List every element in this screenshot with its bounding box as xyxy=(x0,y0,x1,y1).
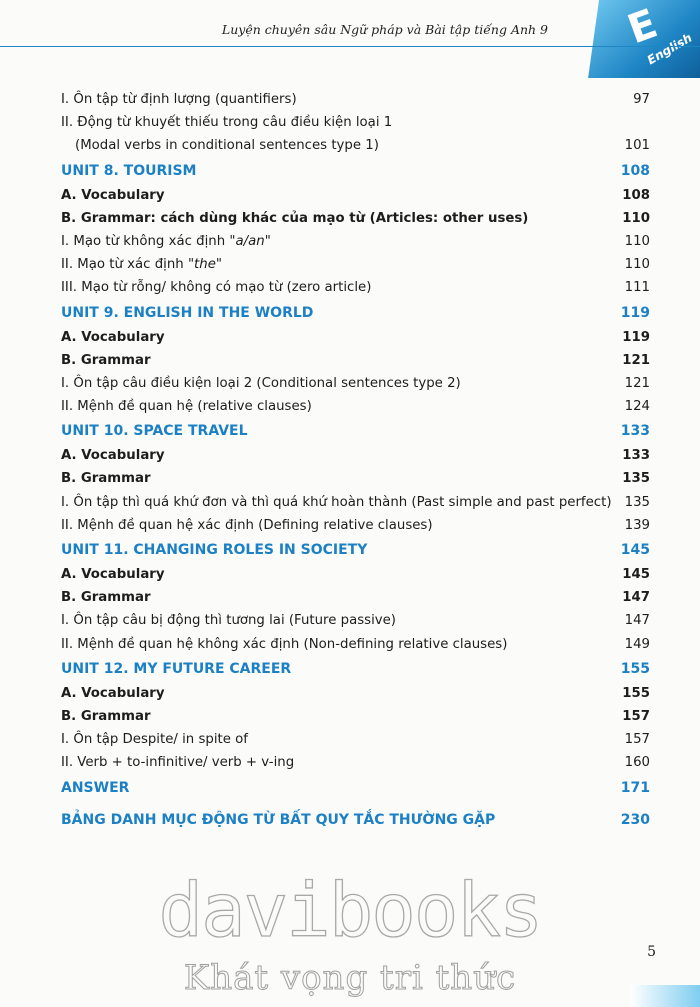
toc-entry xyxy=(61,444,650,467)
toc-entry-title: A. Vocabulary xyxy=(61,567,165,582)
toc-entry xyxy=(61,395,650,418)
toc-entry-title: II. Mệnh đề quan hệ (relative clauses) xyxy=(61,399,312,415)
toc-entry-page: 119 xyxy=(620,304,650,321)
toc-entry xyxy=(61,751,650,774)
toc-entry xyxy=(61,609,650,632)
toc-entry-title: BẢNG DANH MỤC ĐỘNG TỪ BẤT QUY TẮC THƯỜNG GẶP xyxy=(61,811,496,828)
toc-entry-title: I. Mạo từ không xác định "a/an" xyxy=(61,233,271,249)
toc-entry-title: I. Ôn tập từ định lượng (quantifiers) xyxy=(61,92,297,107)
toc-entry xyxy=(61,88,650,111)
toc-entry-title: B. Grammar xyxy=(61,708,151,724)
toc-entry-page: 135 xyxy=(622,471,650,487)
toc-entry-title: II. Mệnh đề quan hệ xác định (Defining relative clauses) xyxy=(61,517,433,533)
toc-entry-page: 139 xyxy=(624,517,650,533)
watermark-logo: davibooks xyxy=(158,868,542,954)
toc-entry-page: 121 xyxy=(624,375,650,391)
toc-entry-page: 145 xyxy=(620,542,650,558)
toc-entry-page: 121 xyxy=(622,352,650,368)
toc-entry-title: (Modal verbs in conditional sentences type 1) xyxy=(75,138,379,154)
toc-entry-page: 160 xyxy=(624,755,650,771)
book-title: Luyện chuyên sâu Ngữ pháp và Bài tập tiếng Anh 9 xyxy=(221,22,548,37)
toc-entry xyxy=(61,705,650,728)
toc-entry xyxy=(61,514,650,537)
toc-entry-page: 157 xyxy=(624,732,650,748)
toc-entry-page: 119 xyxy=(622,329,650,345)
toc-entry-title: B. Grammar xyxy=(61,471,151,487)
toc-entry-page: 111 xyxy=(624,280,650,296)
toc-entry-page: 230 xyxy=(620,811,650,828)
toc-entry-page: 135 xyxy=(624,494,650,510)
toc-entry-page: 157 xyxy=(622,708,650,724)
toc-entry-title: B. Grammar xyxy=(61,352,151,368)
toc-entry xyxy=(61,586,650,609)
toc-entry-page: 110 xyxy=(624,233,650,249)
toc-entry-page: 171 xyxy=(620,779,650,796)
toc-unit-heading xyxy=(61,775,650,801)
toc-entry-page: 124 xyxy=(624,399,650,415)
toc-entry-page: 108 xyxy=(620,162,650,179)
toc-entry xyxy=(61,349,650,372)
toc-entry-title: A. Vocabulary xyxy=(61,187,165,203)
toc-entry-page: 149 xyxy=(624,636,650,652)
toc-entry xyxy=(61,184,650,207)
toc-entry xyxy=(61,682,650,705)
toc-entry-title: A. Vocabulary xyxy=(61,685,165,701)
toc-entry-title: III. Mạo từ rỗng/ không có mạo từ (zero article) xyxy=(61,280,372,296)
toc-entry-title: UNIT 10. SPACE TRAVEL xyxy=(61,423,248,440)
toc-entry xyxy=(61,491,650,514)
toc-unit-heading xyxy=(61,300,650,326)
toc-entry-term: "a/an" xyxy=(229,233,271,249)
toc-entry xyxy=(61,207,650,230)
toc-entry-title: II. Mạo từ xác định "the" xyxy=(61,257,222,273)
toc-entry xyxy=(61,276,650,299)
toc-entry xyxy=(61,728,650,751)
toc-unit-heading xyxy=(61,158,650,184)
toc-entry-page: 155 xyxy=(622,685,650,701)
toc-entry-page: 97 xyxy=(633,92,650,107)
toc-entry-page: 133 xyxy=(620,423,650,440)
toc-entry-title: A. Vocabulary xyxy=(61,329,165,345)
toc-entry-page: 145 xyxy=(622,567,650,582)
toc-entry-title: II. Mệnh đề quan hệ không xác định (Non-defining relative clauses) xyxy=(61,636,508,652)
toc-entry-title: I. Ôn tập thì quá khứ đơn và thì quá khứ hoàn thành (Past simple and past perfect) xyxy=(61,494,612,510)
watermark-tagline: Khát vọng tri thức xyxy=(183,958,517,998)
toc-entry-title: II. Verb + to-infinitive/ verb + v-ing xyxy=(61,755,295,771)
toc-entry xyxy=(61,230,650,253)
toc-entry-title: I. Ôn tập câu bị động thì tương lai (Future passive) xyxy=(61,613,396,629)
toc-entry xyxy=(61,372,650,395)
toc-entry-title: B. Grammar: cách dùng khác của mạo từ (Articles: other uses) xyxy=(61,210,529,226)
toc-unit-heading xyxy=(61,656,650,682)
table-of-contents xyxy=(61,88,650,833)
toc-entry xyxy=(61,326,650,349)
toc-entry-title: B. Grammar xyxy=(61,590,151,606)
toc-unit-heading xyxy=(61,418,650,444)
toc-entry xyxy=(61,134,650,157)
toc-unit-heading xyxy=(61,807,650,833)
toc-entry-page: 133 xyxy=(622,448,650,464)
page-number: 5 xyxy=(647,944,656,960)
toc-entry-page: 147 xyxy=(622,590,650,606)
toc-entry-page: 108 xyxy=(622,187,650,203)
toc-entry xyxy=(61,633,650,656)
toc-entry-page: 110 xyxy=(622,210,650,226)
toc-entry xyxy=(61,111,650,134)
badge-letter: E xyxy=(621,0,664,54)
toc-entry-title: UNIT 11. CHANGING ROLES IN SOCIETY xyxy=(61,542,368,558)
toc-entry-page: 155 xyxy=(620,660,650,677)
toc-entry-page: 147 xyxy=(624,613,650,629)
toc-entry xyxy=(61,563,650,586)
toc-entry-term: "the" xyxy=(187,257,222,273)
toc-entry-title: UNIT 8. TOURISM xyxy=(61,162,197,179)
toc-entry-page: 101 xyxy=(624,138,650,154)
toc-entry-page: 110 xyxy=(624,257,650,273)
toc-entry-title: I. Ôn tập Despite/ in spite of xyxy=(61,732,248,748)
bottom-accent-bar xyxy=(630,985,700,1007)
toc-entry-title: II. Động từ khuyết thiếu trong câu điều kiện loại 1 xyxy=(61,115,393,131)
toc-entry xyxy=(61,467,650,490)
toc-entry-title: A. Vocabulary xyxy=(61,448,165,464)
header-divider xyxy=(0,46,700,47)
toc-entry-title: UNIT 9. ENGLISH IN THE WORLD xyxy=(61,304,314,321)
toc-entry-title: ANSWER xyxy=(61,779,130,796)
toc-unit-heading xyxy=(61,537,650,563)
toc-entry-title: UNIT 12. MY FUTURE CAREER xyxy=(61,660,292,677)
toc-entry-title: I. Ôn tập câu điều kiện loại 2 (Conditional sentences type 2) xyxy=(61,375,461,391)
toc-entry xyxy=(61,253,650,276)
badge-word: English xyxy=(644,30,695,68)
